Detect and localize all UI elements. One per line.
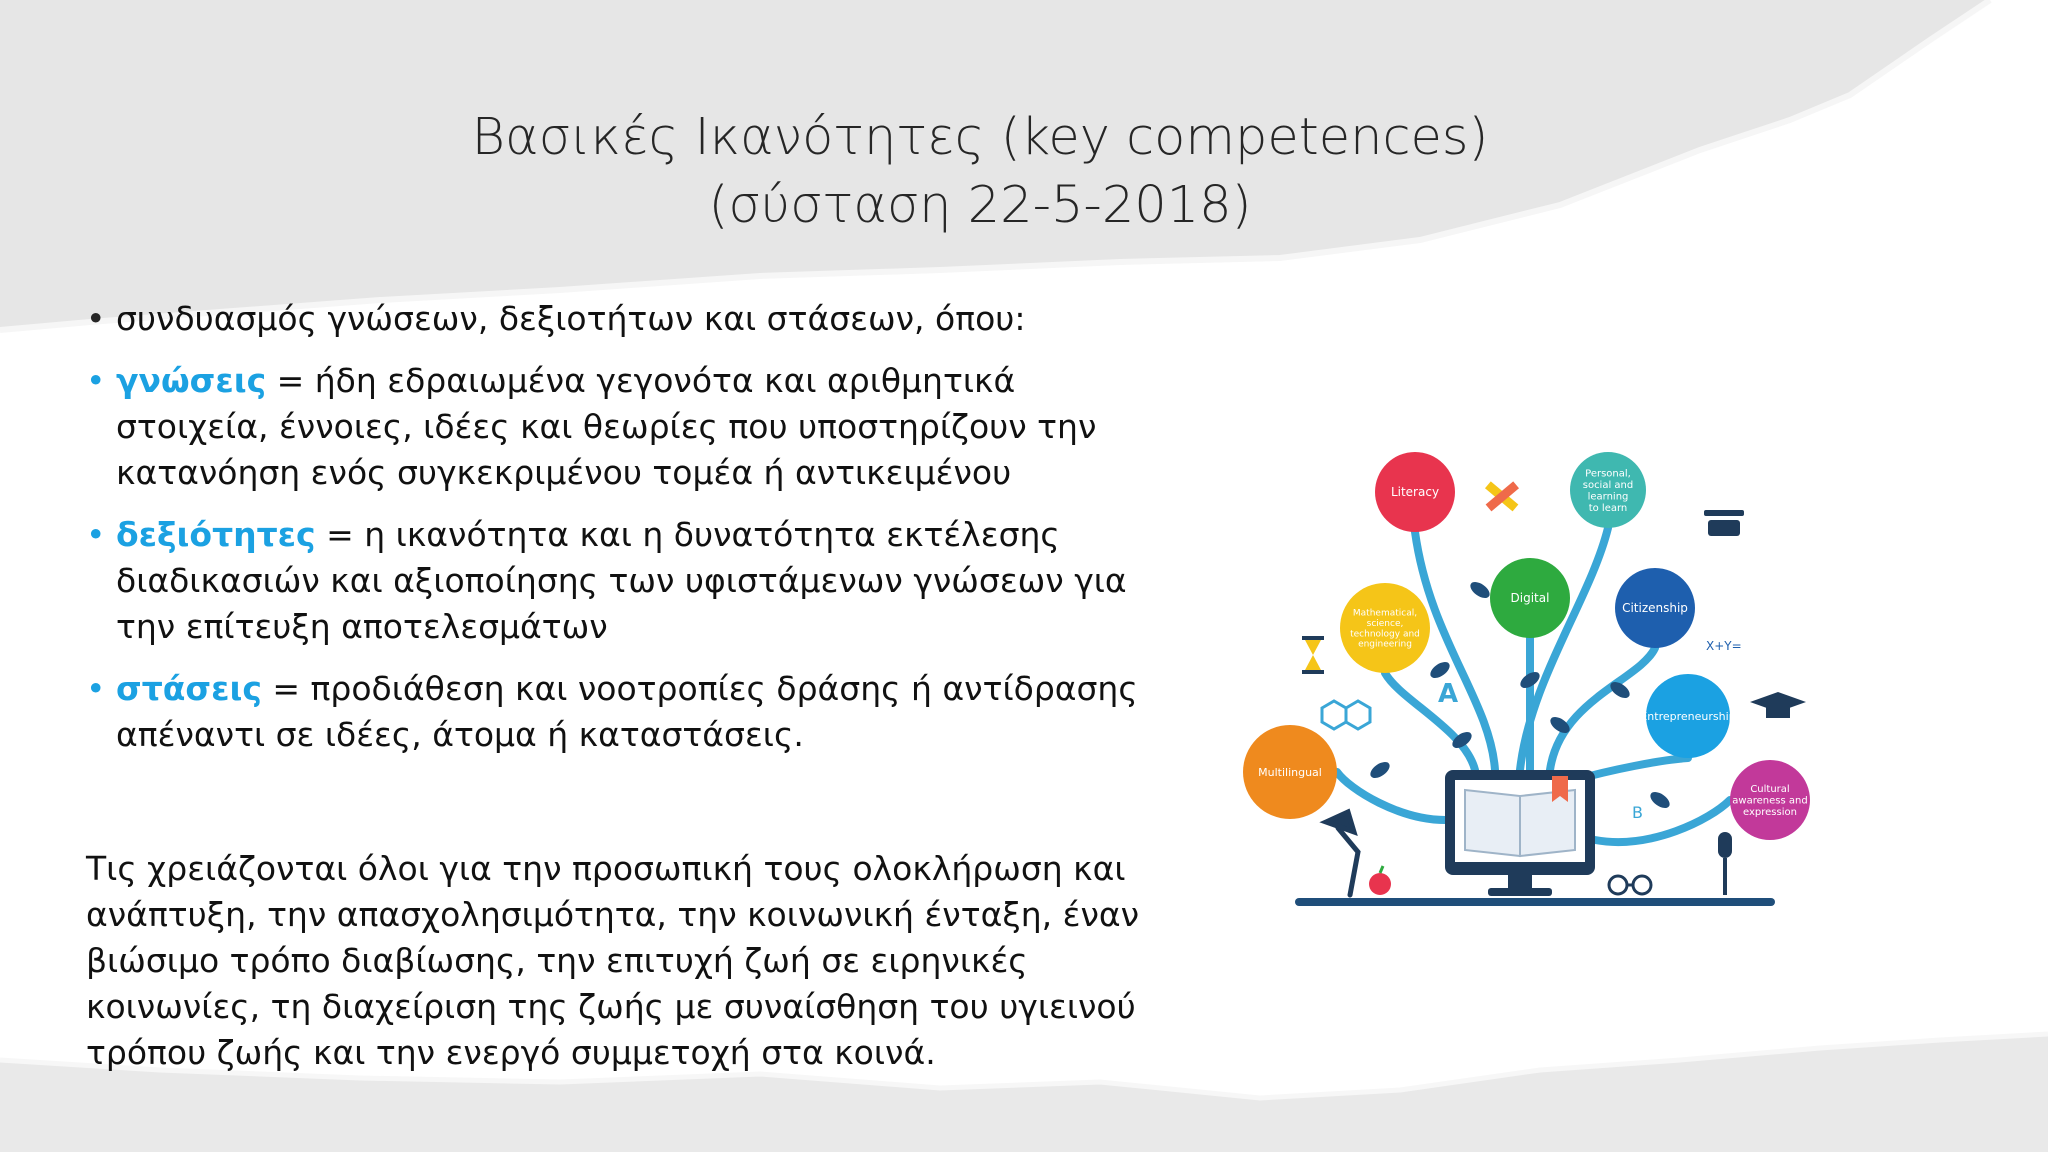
desk-lamp-icon	[1326, 812, 1358, 895]
competence-circle	[1243, 725, 1337, 819]
summary-paragraph: Τις χρειάζονται όλοι για την προσωπική τους ολοκλήρωση και ανάπτυξη, την απασχολησιμότητα, την κοινωνική ένταξη, έναν βιώσιμο τρόπο διαβίωσης, την επιτυχή ζωή σε ειρηνικές κοινωνίες, τη διαχείριση της ζωής με συναίσθηση του υγιεινού τρόπου ζωής και την ενεργό συμμετοχή στα κοινά.	[86, 849, 1140, 1072]
bullet-skills	[86, 512, 1156, 650]
ground-line	[1295, 898, 1775, 906]
hourglass-icon	[1302, 636, 1324, 674]
bullet-dot-icon: •	[86, 299, 106, 338]
competence-label: social and	[1582, 479, 1634, 491]
competence-label: technology and	[1350, 629, 1420, 640]
competence-label: Multilingual	[1258, 765, 1322, 779]
competence-circle	[1570, 452, 1646, 528]
molecule-icon	[1322, 701, 1370, 729]
equation-text: X+Y=	[1706, 639, 1742, 653]
competence-label: Personal,	[1585, 468, 1631, 480]
competence-label: Mathematical,	[1352, 608, 1418, 619]
bullet-text: = ήδη εδραιωμένα γεγονότα και αριθμητικά στοιχεία, έννοιες, ιδέες και θεωρίες που υποστηρίζουν την κατανόηση ενός συγκεκριμένου τομέα ή αντικειμένου	[116, 361, 1097, 492]
competence-label: learning	[1587, 491, 1629, 503]
glasses-icon	[1609, 876, 1651, 894]
letter-b-text: B	[1632, 803, 1643, 822]
competence-label: expression	[1743, 807, 1797, 818]
tree-stem	[1385, 673, 1475, 770]
competence-label: awareness and	[1732, 795, 1808, 807]
competence-label: Entrepreneurship	[1640, 709, 1736, 723]
bullet-keyword: γνώσεις	[116, 361, 267, 400]
tree-stem	[1337, 772, 1445, 820]
competence-circle	[1340, 583, 1430, 673]
competence-label: science,	[1366, 618, 1404, 629]
title-line-2: (σύσταση 22-5-2018)	[708, 176, 1252, 235]
competence-label: Cultural	[1750, 784, 1790, 795]
bullet-text: = προδιάθεση και νοοτροπίες δράσης ή αντίδρασης απέναντι σε ιδέες, άτομα ή καταστάσεις.	[116, 669, 1138, 754]
competence-circle	[1730, 760, 1810, 840]
bullet-knowledge	[86, 358, 1156, 496]
typewriter-icon	[1704, 510, 1744, 536]
competences-tree-illustration	[1230, 440, 1830, 920]
bullet-dot-icon: •	[86, 361, 106, 400]
tree-stem	[1550, 648, 1655, 770]
bullet-text: = η ικανότητα και η δυνατότητα εκτέλεσης διαδικασιών και αξιοποίησης των υφιστάμενων γνώσεων για την επίτευξη αποτελεσμάτων	[116, 515, 1127, 646]
competence-circle	[1615, 568, 1695, 648]
bullet-intro	[86, 296, 1156, 342]
bullet-keyword: δεξιότητες	[116, 515, 316, 554]
ruler-pencil-icon	[1485, 481, 1519, 511]
competence-label: Citizenship	[1622, 601, 1688, 616]
letter-a-text: A	[1438, 679, 1459, 709]
leaf-icon	[1368, 759, 1393, 781]
competence-label: Digital	[1510, 591, 1550, 606]
competence-circle	[1490, 558, 1570, 638]
bullet-dot-icon: •	[86, 669, 106, 708]
leaf-icon	[1428, 659, 1453, 681]
leaf-icon	[1648, 789, 1673, 811]
competence-label: engineering	[1358, 639, 1412, 650]
apple-icon	[1369, 866, 1391, 895]
definition-list	[86, 296, 1156, 774]
slide-title	[380, 104, 1580, 240]
competence-label: to learn	[1588, 502, 1628, 514]
bullet-keyword: στάσεις	[116, 669, 262, 708]
bullet-text: συνδυασμός γνώσεων, δεξιοτήτων και στάσεων, όπου:	[116, 299, 1026, 338]
computer-monitor-icon	[1445, 770, 1595, 896]
leaf-icon	[1468, 579, 1493, 601]
bullet-attitudes	[86, 666, 1156, 758]
competence-label: Literacy	[1390, 485, 1440, 500]
competence-circle	[1375, 452, 1455, 532]
bullet-dot-icon: •	[86, 515, 106, 554]
graduation-cap-icon	[1750, 692, 1806, 718]
competence-circle	[1640, 674, 1735, 758]
title-line-1: Βασικές Ικανότητες (key competences)	[471, 108, 1489, 167]
microphone-icon	[1718, 832, 1732, 895]
